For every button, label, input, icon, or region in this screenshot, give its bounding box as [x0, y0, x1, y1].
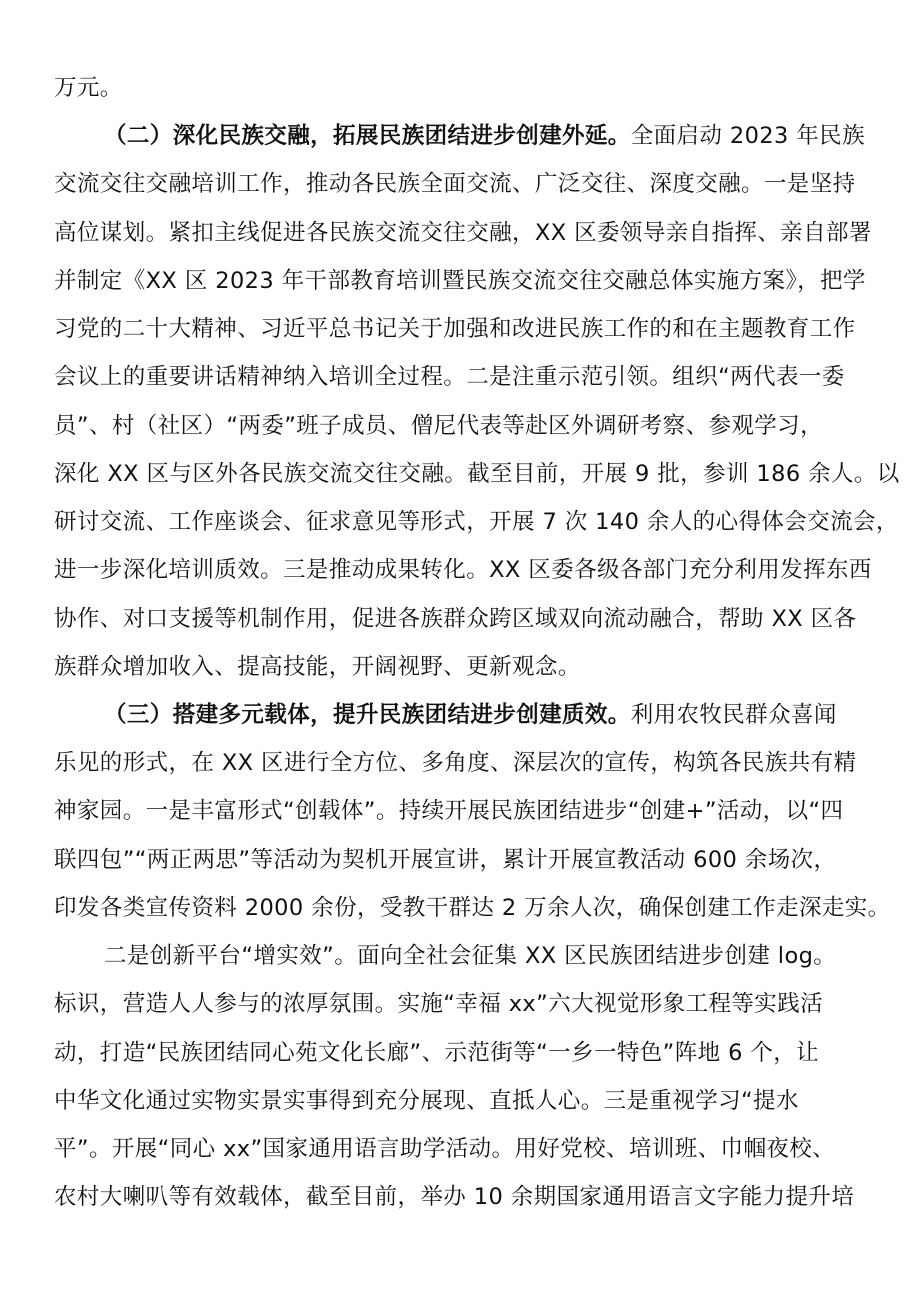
text-line — [54, 1081, 799, 1121]
text-line — [54, 357, 845, 397]
line-text: 研讨交流、工作座谈会、征求意见等形式，开展 7 次 140 余人的心得体会交流会， — [54, 509, 899, 535]
text-line — [54, 309, 856, 349]
text-line — [54, 647, 581, 687]
text-line — [54, 1033, 819, 1073]
text-line — [54, 406, 823, 446]
text-line — [54, 743, 856, 783]
text-line — [54, 213, 872, 253]
text-line — [54, 550, 872, 590]
text-line — [54, 840, 836, 880]
text-line — [104, 936, 836, 976]
section-heading-line — [104, 116, 865, 156]
text-line — [54, 502, 899, 542]
line-text: 联四包”“两正两思”等活动为契机开展宣讲，累计开展宣教活动 600 余场次， — [54, 847, 837, 873]
line-text: 高位谋划。紧扣主线促进各民族交流交往交融，XX 区委领导亲自指挥、亲自部署 — [54, 220, 872, 246]
section-heading: （二）深化民族交融，拓展民族团结进步创建外延。 — [104, 123, 631, 149]
section-heading-line — [104, 695, 837, 735]
line-text: 协作、对口支援等机制作用，促进各族群众跨区域双向流动融合，帮助 XX 区各 — [54, 606, 857, 632]
line-text: 交流交往交融培训工作，推动各民族全面交流、广泛交往、深度交融。一是坚持 — [54, 171, 856, 197]
text-line — [54, 984, 823, 1024]
line-text: 族群众增加收入、提高技能，开阔视野、更新观念。 — [54, 654, 581, 680]
line-text: 习党的二十大精神、习近平总书记关于加强和改进民族工作的和在主题教育工作 — [54, 316, 856, 342]
line-text: 平”。开展“同心 xx”国家通用语言助学活动。用好党校、培训班、巾帼夜校、 — [54, 1136, 836, 1162]
text-line — [54, 1129, 835, 1169]
line-text: 中华文化通过实物实景实事得到充分展现、直抵人心。三是重视学习“提水 — [54, 1088, 799, 1114]
text-line — [54, 164, 856, 204]
line-text: 进一步深化培训质效。三是推动成果转化。XX 区委各级各部门充分利用发挥东西 — [54, 557, 872, 583]
line-text: 并制定《XX 区 2023 年干部教育培训暨民族交流交往交融总体实施方案》，把学 — [54, 268, 866, 294]
text-line — [54, 68, 123, 108]
line-text: 员”、村（社区）“两委”班子成员、僧尼代表等赴区外调研考察、参观学习， — [54, 413, 823, 439]
line-text: 标识，营造人人参与的浓厚氛围。实施“幸福 xx”六大视觉形象工程等实践活 — [54, 991, 823, 1017]
text-line — [54, 1177, 854, 1217]
line-text: 利用农牧民群众喜闻 — [630, 702, 837, 728]
text-line — [54, 599, 856, 639]
text-line — [54, 791, 843, 831]
text-line — [54, 261, 866, 301]
line-text: 会议上的重要讲话精神纳入培训全过程。二是注重示范引领。组织“两代表一委 — [54, 364, 845, 390]
text-line — [54, 454, 900, 494]
section-heading: （三）搭建多元载体，提升民族团结进步创建质效。 — [104, 702, 631, 728]
line-text: 万元。 — [54, 75, 123, 101]
line-text: 全面启动 2023 年民族 — [630, 123, 865, 149]
line-text: 深化 XX 区与区外各民族交流交往交融。截至目前，开展 9 批，参训 186 余人。以 — [54, 461, 900, 487]
line-text: 农村大喇叭等有效载体，截至目前，举办 10 余期国家通用语言文字能力提升培 — [54, 1184, 855, 1210]
line-text: 乐见的形式，在 XX 区进行全方位、多角度、深层次的宣传，构筑各民族共有精 — [54, 750, 857, 776]
line-text: 二是创新平台“增实效”。面向全社会征集 XX 区民族团结进步创建 log。 — [104, 943, 837, 969]
line-text: 神家园。一是丰富形式“创载体”。持续开展民族团结进步“创建+”活动，以“四 — [54, 798, 844, 824]
line-text: 动，打造“民族团结同心苑文化长廊”、示范街等“一乡一特色”阵地 6 个，让 — [54, 1040, 820, 1066]
text-line — [54, 888, 891, 928]
line-text: 印发各类宣传资料 2000 余份，受教干群达 2 万余人次，确保创建工作走深走实。 — [54, 895, 891, 921]
